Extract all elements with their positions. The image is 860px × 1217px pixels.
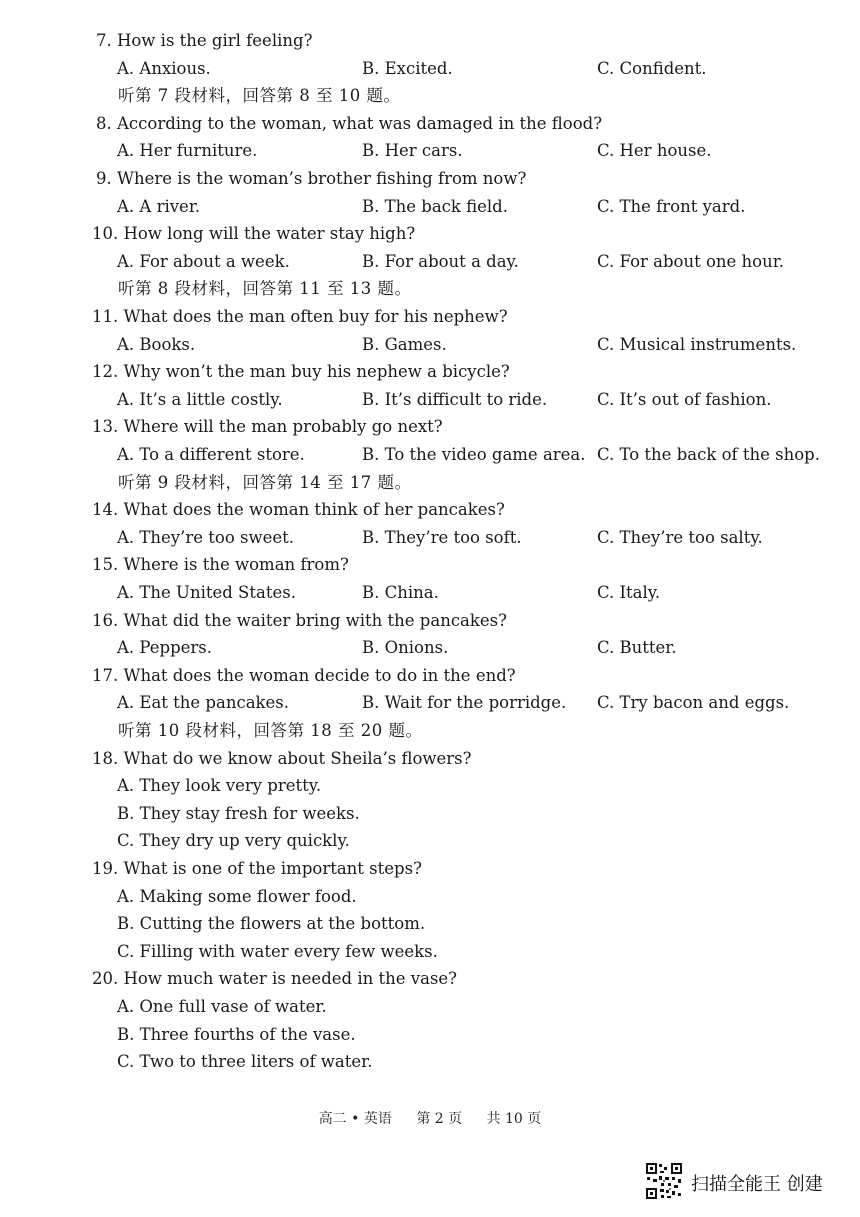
question-line [0,663,860,689]
option-line [0,1022,860,1048]
option-row [0,332,860,358]
question-text: 12. Why won’t the man buy his nephew a bicycle? [92,362,510,382]
section-instruction [0,470,860,496]
option-a: A. They’re too sweet. [117,527,295,547]
option-c: C. The front yard. [597,196,746,216]
question-line [0,28,860,54]
question-text: 10. How long will the water stay high? [92,224,416,244]
question-text: 19. What is one of the important steps? [92,859,422,878]
question-text: 8. According to the woman, what was damaged in the flood? [96,113,603,133]
question-text: 7. How is the girl feeling? [96,31,313,50]
option-b: B. Her cars. [362,141,463,161]
option-c: C. Her house. [597,141,712,161]
question-text: 20. How much water is needed in the vase? [92,969,457,989]
option-a: A. Peppers. [117,638,213,658]
question-line [0,221,860,247]
option-a: A. Anxious. [117,58,211,78]
option-b: B. Excited. [362,58,453,78]
question-text: 17. What does the woman decide to do in the end? [92,665,516,685]
question-text: 13. Where will the man probably go next? [92,417,443,437]
option-text: C. They dry up very quickly. [117,831,350,851]
option-line [0,939,860,965]
question-line [0,497,860,523]
option-text: B. Cutting the flowers at the bottom. [117,914,426,934]
option-c: C. To the back of the shop. [597,445,820,464]
option-text: B. Three fourths of the vase. [117,1024,356,1044]
option-c: C. Musical instruments. [597,334,797,354]
option-a: A. It’s a little costly. [117,389,283,409]
option-a: A. Eat the pancakes. [117,693,290,713]
question-line [0,414,860,440]
question-line [0,111,860,137]
option-c: C. Italy. [597,583,661,602]
footer-page-number: 第 2 页 [416,1111,463,1127]
option-c: C. For about one hour. [597,251,785,271]
question-line [0,552,860,578]
option-a: A. Books. [117,334,196,354]
option-c: C. Butter. [597,638,677,658]
option-line [0,884,860,910]
option-row [0,442,860,468]
option-b: B. Wait for the porridge. [362,693,567,713]
question-text: 14. What does the woman think of her pancakes? [92,500,505,520]
page-footer [0,1108,860,1128]
option-text: A. One full vase of water. [117,997,327,1016]
option-b: B. Games. [362,334,447,354]
question-text: 9. Where is the woman’s brother fishing from now? [96,169,527,188]
question-line [0,304,860,330]
option-a: A. To a different store. [117,445,305,464]
option-a: A. The United States. [117,583,296,602]
watermark-label: 扫描全能王 创建 [691,1174,823,1195]
question-text: 18. What do we know about Sheila’s flowers? [92,748,472,768]
option-b: B. China. [362,583,439,602]
option-row [0,690,860,716]
option-text: B. They stay fresh for weeks. [117,803,360,823]
option-a: A. Her furniture. [117,141,258,161]
option-text: C. Filling with water every few weeks. [117,941,438,961]
option-b: B. It’s difficult to ride. [362,389,548,409]
option-line [0,994,860,1020]
option-a: A. For about a week. [117,251,290,271]
question-line [0,856,860,882]
option-a: A. A river. [117,196,201,216]
option-row [0,580,860,606]
option-row [0,138,860,164]
question-line [0,966,860,992]
option-row [0,56,860,82]
question-text: 11. What does the man often buy for his nephew? [92,307,508,326]
option-line [0,911,860,937]
section-instruction [0,83,860,109]
section-instruction [0,276,860,302]
option-row [0,635,860,661]
option-row [0,525,860,551]
option-line [0,773,860,799]
section-instruction-text: 听第 10 段材料，回答第 18 至 20 题。 [118,721,423,740]
section-instruction-text: 听第 7 段材料，回答第 8 至 10 题。 [118,86,401,106]
question-text: 15. Where is the woman from? [92,555,349,575]
option-line [0,1049,860,1075]
section-instruction-text: 听第 8 段材料，回答第 11 至 13 题。 [118,279,412,299]
option-c: C. It’s out of fashion. [597,389,772,409]
question-line [0,746,860,772]
option-text: C. Two to three liters of water. [117,1052,373,1072]
section-instruction-text: 听第 9 段材料，回答第 14 至 17 题。 [118,472,412,492]
option-b: B. To the video game area. [362,445,586,464]
option-line [0,801,860,827]
option-row [0,249,860,275]
option-b: B. Onions. [362,638,449,658]
option-text: A. Making some flower food. [117,886,357,906]
option-row [0,194,860,220]
option-b: B. For about a day. [362,251,519,271]
footer-grade-subject: 高二 • 英语 [318,1111,392,1127]
question-text: 16. What did the waiter bring with the pancakes? [92,610,507,630]
option-b: B. The back field. [362,196,508,216]
question-line [0,359,860,385]
option-line [0,828,860,854]
option-row [0,387,860,413]
footer-total-pages: 共 10 页 [486,1111,542,1127]
option-b: B. They’re too soft. [362,527,522,547]
question-line [0,166,860,192]
option-c: C. Confident. [597,58,707,78]
section-instruction [0,718,860,744]
qr-code-icon [645,1162,683,1200]
scanner-watermark [645,1162,845,1202]
option-c: C. Try bacon and eggs. [597,693,790,713]
option-c: C. They’re too salty. [597,527,763,547]
option-text: A. They look very pretty. [117,776,322,796]
question-line [0,608,860,634]
